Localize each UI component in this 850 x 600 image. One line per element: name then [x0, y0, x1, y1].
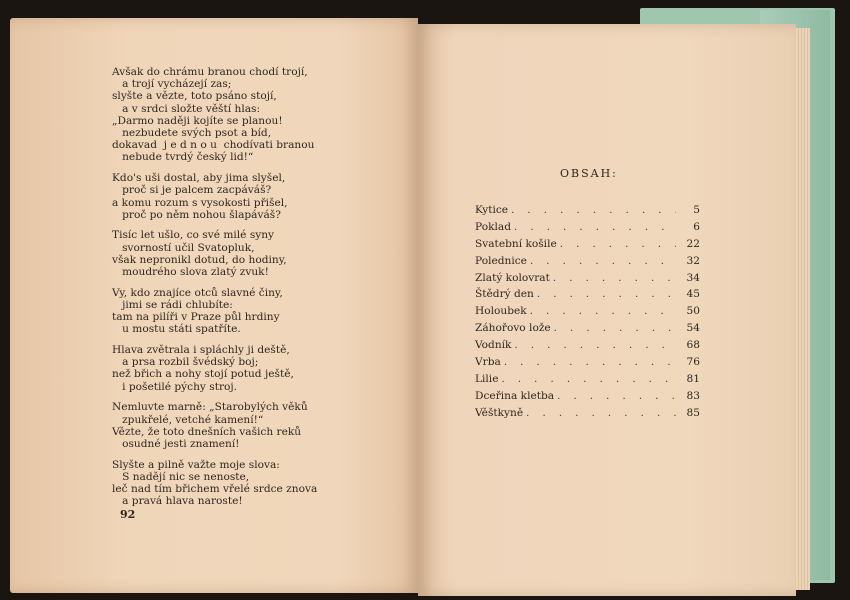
toc-entry-title: Holoubek: [475, 305, 527, 318]
toc-leader-dots: [511, 205, 676, 216]
poem-text: [112, 66, 372, 516]
page-number: 92: [120, 508, 136, 521]
toc-entry-page: 85: [686, 406, 700, 419]
poem-line: proč po něm nohou šlapáváš?: [112, 208, 281, 221]
toc-entry-title: Vrba: [475, 356, 501, 369]
toc-entry: [475, 305, 700, 322]
stanza: [112, 172, 372, 221]
toc-entry-page: 50: [686, 305, 700, 318]
poem-line: Slyšte a pilně važte moje slova:: [112, 458, 280, 471]
toc-leader-dots: [553, 273, 676, 284]
poem-line: Avšak do chrámu branou chodí trojí,: [112, 66, 308, 78]
toc-leader-dots: [530, 256, 676, 267]
stanza: [112, 66, 372, 164]
toc-entry-page: 6: [693, 220, 700, 233]
poem-line: a prsa rozbil švédský boj;: [112, 356, 259, 369]
toc-entry: [475, 407, 700, 424]
toc-entry-title: Lilie: [475, 372, 499, 385]
poem-line: tam na pilíři v Praze půl hrdiny: [112, 311, 280, 324]
toc-entry-page: 81: [686, 372, 700, 385]
poem-line: leč nad tím břichem vřelé srdce znova: [112, 483, 318, 496]
toc-entry: [475, 255, 700, 272]
poem-line: a komu rozum s vysokosti přišel,: [112, 196, 288, 209]
toc-entry-title: Dceřina kletba: [475, 389, 555, 402]
poem-line: proč si je palcem zacpáváš?: [112, 184, 272, 197]
toc-entry-page: 5: [693, 204, 700, 216]
toc-entry: [475, 356, 700, 373]
toc-entry-title: Svatební košile: [475, 237, 557, 250]
toc-entry: [475, 288, 700, 305]
poem-line: než břich a nohy stojí potud ještě,: [112, 368, 294, 381]
poem-line: i pošetilé pýchy stroj.: [112, 380, 238, 393]
toc-entry: [475, 339, 700, 356]
toc-leader-dots: [514, 222, 676, 233]
toc-leader-dots: [530, 306, 676, 317]
toc-entry-page: 83: [686, 389, 700, 402]
poem-line: S nadějí nic se nenoste,: [112, 470, 250, 483]
toc-entry-title: Poklad: [475, 220, 511, 233]
toc-entry-page: 22: [686, 237, 700, 250]
toc-entry: [475, 373, 700, 390]
toc-leader-dots: [504, 357, 676, 368]
toc-entry: [475, 322, 700, 339]
stanza: [112, 287, 372, 336]
poem-line: Tisíc let ušlo, co své milé syny: [112, 229, 275, 242]
poem-line: Vy, kdo znajíce otců slavné činy,: [112, 286, 283, 299]
toc-entry: [475, 221, 700, 238]
toc-leader-dots: [557, 391, 676, 402]
toc-entry-page: 68: [686, 339, 700, 352]
poem-line: moudrého slova zlatý zvuk!: [112, 266, 269, 279]
toc-leader-dots: [560, 239, 676, 250]
toc-entry-page: 45: [686, 288, 700, 301]
toc-entry: [475, 238, 700, 255]
poem-line: a v srdci složte věští hlas:: [112, 102, 261, 115]
poem-line: Vězte, že toto dnešních vašich reků: [112, 425, 302, 438]
toc-entry: [475, 204, 700, 221]
toc-leader-dots: [514, 340, 676, 351]
toc-entry-title: Zlatý kolovrat: [475, 271, 550, 284]
poem-line: Kdo's uši dostal, aby jima slyšel,: [112, 172, 286, 185]
toc-entry-title: Záhořovo lože: [475, 322, 551, 335]
toc-entry-page: 54: [686, 322, 700, 335]
stanza: [112, 401, 372, 450]
toc-entry: [475, 390, 700, 407]
stanza: [112, 344, 372, 393]
poem-line: u mostu státi spatříte.: [112, 323, 241, 336]
toc-leader-dots: [537, 289, 676, 300]
toc-leader-dots: [526, 408, 676, 419]
poem-line: „Darmo naději kojíte se planou!: [112, 114, 283, 127]
toc-entry: [475, 272, 700, 289]
poem-line: slyšte a vězte, toto psáno stojí,: [112, 90, 277, 103]
poem-line: Hlava zvětrala i spláchly ji deště,: [112, 344, 290, 357]
toc-leader-dots: [554, 323, 676, 334]
toc-entry-page: 76: [686, 356, 700, 369]
poem-line: jimi se rádi chlubíte:: [112, 298, 233, 311]
poem-line: a trojí vycházejí zas;: [112, 78, 232, 91]
poem-line: Nemluvte marně: „Starobylých věků: [112, 401, 308, 414]
poem-line: však nepronikl dotud, do hodiny,: [112, 253, 287, 266]
poem-line: nezbudete svých psot a bíd,: [112, 127, 272, 140]
toc-entry-page: 32: [686, 254, 700, 267]
poem-line: a pravá hlava naroste!: [112, 495, 243, 508]
page-edges: [796, 28, 810, 590]
poem-line: dokavad j e d n o u chodívati branou: [112, 139, 315, 152]
contents-title: OBSAH:: [560, 167, 618, 180]
toc-entry-title: Kytice: [475, 204, 509, 216]
poem-line: svorností učil Svatopluk,: [112, 241, 255, 254]
stanza: [112, 229, 372, 278]
table-of-contents: [475, 204, 700, 424]
poem-line: nebude tvrdý český lid!“: [112, 151, 254, 164]
stanza: [112, 459, 372, 508]
toc-leader-dots: [501, 374, 676, 385]
toc-entry-title: Věštkyně: [475, 406, 524, 419]
poem-line: osudné jesti znamení!: [112, 437, 240, 450]
toc-entry-title: Štědrý den: [475, 288, 534, 301]
toc-entry-title: Vodník: [475, 339, 512, 352]
toc-entry-title: Polednice: [475, 254, 527, 267]
poem-line: zpukřelé, vetché kamení!“: [112, 413, 264, 426]
toc-entry-page: 34: [686, 271, 700, 284]
